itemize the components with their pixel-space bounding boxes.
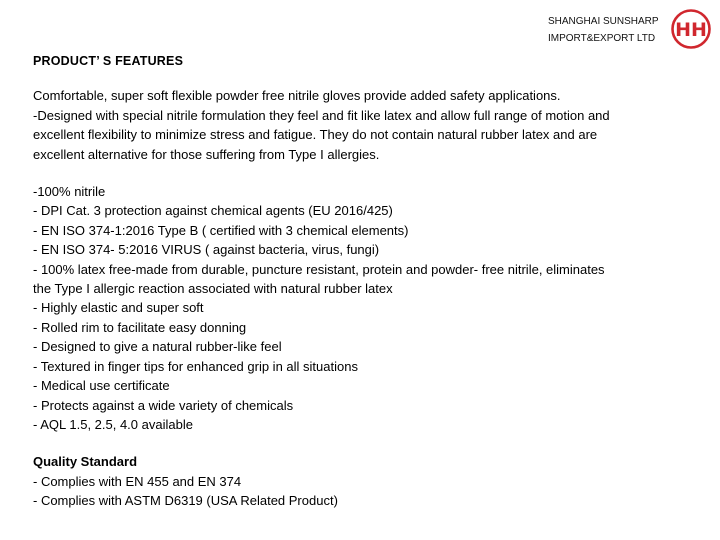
company-logo	[670, 8, 712, 50]
list-item: -100% nitrile	[33, 184, 106, 200]
list-item: - 100% latex free-made from durable, puncture resistant, protein and powder- free nitrile, eliminates	[33, 261, 605, 277]
list-item: - Designed to give a natural rubber-like feel	[33, 339, 282, 355]
company-name-line1: SHANGHAI SUNSHARP	[548, 16, 659, 27]
list-item: - Textured in finger tips for enhanced grip in all situations	[33, 358, 358, 374]
document-body	[33, 52, 708, 511]
logo-text: HH	[675, 19, 707, 41]
list-item: - AQL 1.5, 2.5, 4.0 available	[33, 416, 193, 432]
list-item: - Rolled rim to facilitate easy donning	[33, 319, 247, 335]
list-item: - Protects against a wide variety of chemicals	[33, 397, 294, 413]
list-item: - Medical use certificate	[33, 378, 170, 394]
quality-standard-item: - Complies with ASTM D6319 (USA Related Product)	[33, 493, 338, 509]
list-item: - EN ISO 374-1:2016 Type B ( certified with 3 chemical elements)	[33, 222, 409, 238]
features-list	[33, 182, 708, 434]
quality-standard-item: - Complies with EN 455 and EN 374	[33, 473, 242, 489]
list-item: - Highly elastic and super soft	[33, 300, 204, 316]
quality-standard-section	[33, 452, 708, 510]
intro-line: -Designed with special nitrile formulation they feel and fit like latex and allow full range of motion and	[33, 107, 610, 123]
list-item: the Type I allergic reaction associated with natural rubber latex	[33, 281, 393, 297]
intro-line: excellent alternative for those suffering from Type I allergies.	[33, 146, 380, 162]
list-item: - EN ISO 374- 5:2016 VIRUS ( against bacteria, virus, fungi)	[33, 242, 380, 258]
features-heading: PRODUCT’ S FEATURES	[33, 54, 184, 68]
intro-line: excellent flexibility to minimize stress and fatigue. They do not contain natural rubber latex and are	[33, 127, 598, 143]
company-name	[548, 13, 678, 47]
quality-standard-heading: Quality Standard	[33, 454, 138, 470]
features-intro	[33, 86, 708, 164]
intro-line: Comfortable, super soft flexible powder free nitrile gloves provide added safety applications.	[33, 88, 561, 104]
company-name-line2: IMPORT&EXPORT LTD	[548, 33, 656, 44]
list-item: - DPI Cat. 3 protection against chemical agents (EU 2016/425)	[33, 203, 393, 219]
